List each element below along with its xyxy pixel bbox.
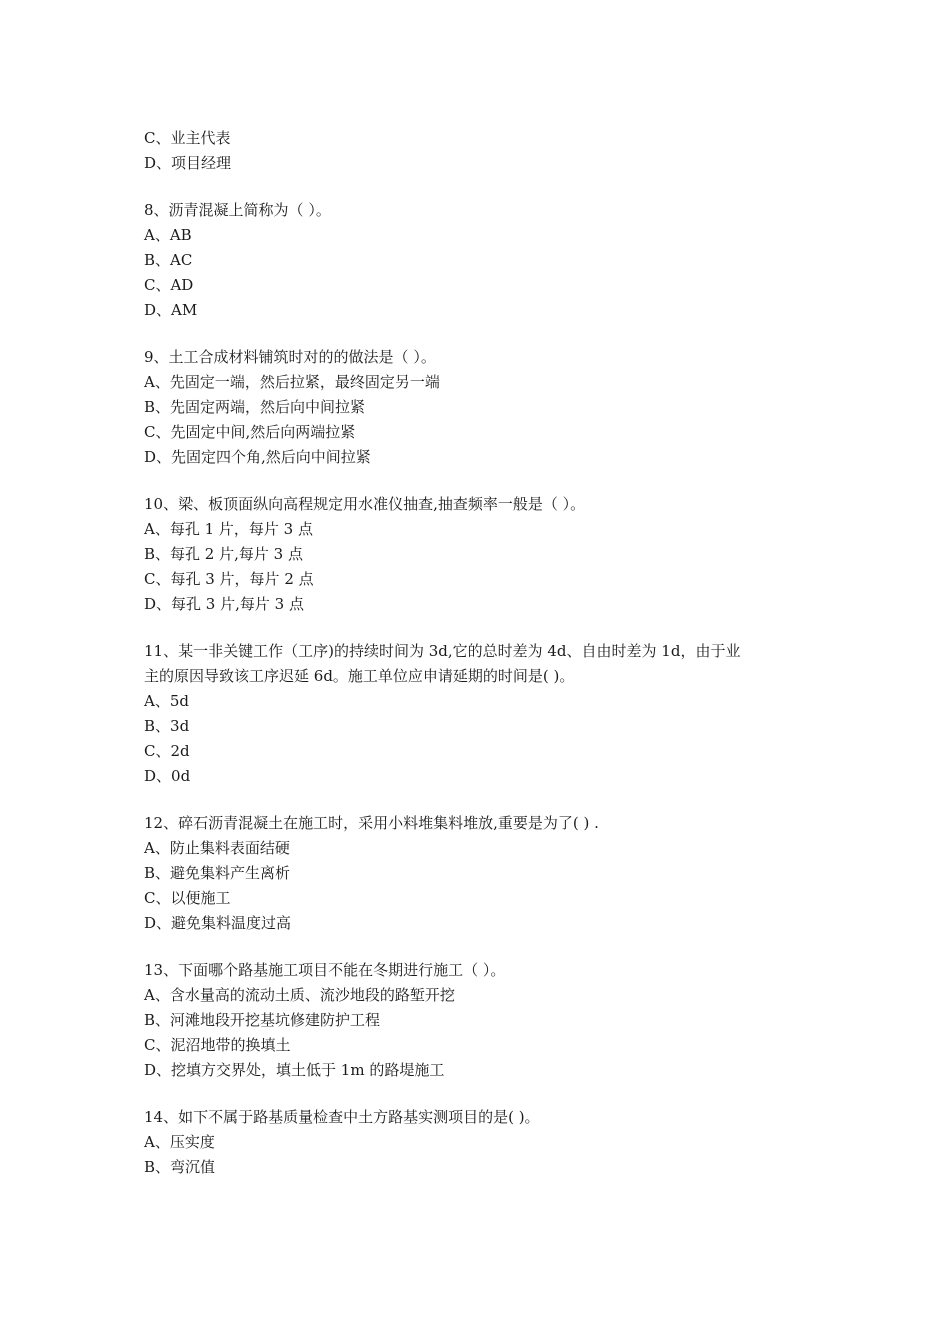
question-text: 14、如下不属于路基质量检查中土方路基实测项目的是( )。 <box>144 1108 540 1126</box>
answer-option: D、避免集料温度过高 <box>144 914 292 932</box>
answer-option: C、先固定中间,然后向两端拉紧 <box>144 423 356 441</box>
question-text-continued: 主的原因导致该工序迟延 6d。施工单位应申请延期的时间是( )。 <box>144 667 575 685</box>
answer-option: D、项目经理 <box>144 154 232 172</box>
document-page <box>144 126 814 1180</box>
answer-option: A、压实度 <box>144 1133 215 1151</box>
answer-option: B、AC <box>144 251 193 269</box>
answer-option: C、业主代表 <box>144 129 231 147</box>
answer-option: A、含水量高的流动土质、流沙地段的路堑开挖 <box>144 986 455 1004</box>
answer-option: A、防止集料表面结硬 <box>144 839 290 857</box>
question-text: 11、某一非关键工作（工序)的持续时间为 3d,它的总时差为 4d、自由时差为 1d，由于业 <box>144 642 741 660</box>
answer-option: C、以便施工 <box>144 889 231 907</box>
answer-option: B、3d <box>144 717 190 735</box>
answer-option: D、0d <box>144 767 191 785</box>
answer-option: C、泥沼地带的换填土 <box>144 1036 291 1054</box>
answer-option: B、河滩地段开挖基坑修建防护工程 <box>144 1011 381 1029</box>
answer-option: B、弯沉值 <box>144 1158 216 1176</box>
answer-option: D、AM <box>144 301 198 319</box>
question-text: 9、土工合成材料铺筑时对的的做法是（ ）。 <box>144 348 436 366</box>
answer-option: D、每孔 3 片,每片 3 点 <box>144 595 304 613</box>
answer-option: C、2d <box>144 742 190 760</box>
answer-option: C、AD <box>144 276 194 294</box>
answer-option: D、先固定四个角,然后向中间拉紧 <box>144 448 371 466</box>
answer-option: A、每孔 1 片，每片 3 点 <box>144 520 313 538</box>
answer-option: A、5d <box>144 692 189 710</box>
answer-option: A、AB <box>144 226 192 244</box>
answer-option: B、避免集料产生离析 <box>144 864 291 882</box>
question-text: 13、下面哪个路基施工项目不能在冬期进行施工（ ）。 <box>144 961 506 979</box>
answer-option: A、先固定一端，然后拉紧，最终固定另一端 <box>144 373 440 391</box>
question-text: 12、碎石沥青混凝土在施工时，采用小料堆集料堆放,重要是为了( ) . <box>144 814 599 832</box>
answer-option: B、先固定两端，然后向中间拉紧 <box>144 398 366 416</box>
answer-option: D、挖填方交界处，填土低于 1m 的路堤施工 <box>144 1061 445 1079</box>
answer-option: C、每孔 3 片，每片 2 点 <box>144 570 314 588</box>
answer-option: B、每孔 2 片,每片 3 点 <box>144 545 303 563</box>
question-text: 10、梁、板顶面纵向高程规定用水准仪抽查,抽查频率一般是（ ）。 <box>144 495 586 513</box>
question-text: 8、沥青混凝上简称为（ ）。 <box>144 201 331 219</box>
